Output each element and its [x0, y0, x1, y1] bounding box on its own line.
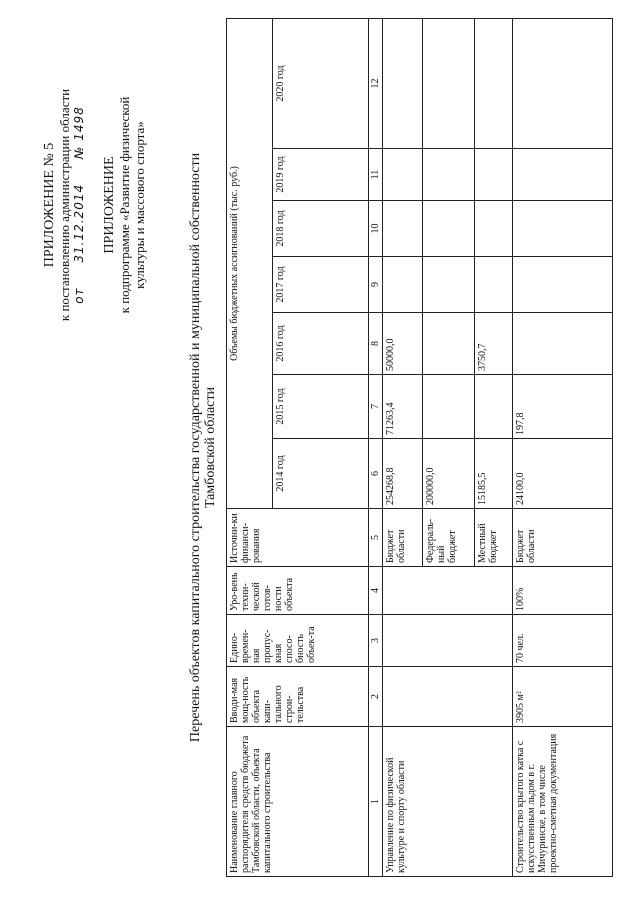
header-volumes: Объемы бюджетных ассигнований (тыс. руб.)	[227, 18, 273, 508]
appendix-number: ПРИЛОЖЕНИЕ № 5	[42, 142, 57, 268]
appendix-prefix: от	[72, 287, 86, 304]
header-year-2018: 2018 год	[273, 201, 369, 257]
header-name: Наименование главного распорядителя средств бюджета Тамбовской области, объекта капитального строительства	[227, 727, 369, 877]
header-year-2017: 2017 год	[273, 257, 369, 313]
agency-readiness	[383, 567, 513, 615]
value-2020	[513, 18, 613, 148]
header-year-2016: 2016 год	[273, 313, 369, 375]
appendix-header	[42, 25, 87, 385]
value-2016: 50000,0	[383, 313, 423, 375]
agency-capacity	[383, 667, 513, 727]
title-line-2: Тамбовской области	[203, 386, 218, 509]
col-number: 3	[369, 615, 383, 667]
value-2016: 3750,7	[475, 313, 513, 375]
col-number: 1	[369, 727, 383, 877]
col-number: 4	[369, 567, 383, 615]
value-2014: 24100,0	[513, 439, 613, 509]
agency-throughput	[383, 615, 513, 667]
col-number: 5	[369, 509, 383, 567]
header-year-2019: 2019 год	[273, 149, 369, 201]
value-2019	[475, 149, 513, 201]
value-2015: 197,8	[513, 375, 613, 439]
value-2014: 254268,8	[383, 439, 423, 509]
value-2020	[383, 18, 423, 148]
object-name: Строительство крытого катка с искусственным льдом в г. Мичуринске, в том числе проектно-сметная документация	[513, 727, 613, 877]
header-capacity: Вводи-мая мощ-ность объекта капи-тального строи-тельства	[227, 667, 369, 727]
header-year-2020: 2020 год	[273, 18, 369, 148]
subprogram-header	[102, 25, 147, 385]
document-title	[188, 25, 218, 870]
col-number: 10	[369, 201, 383, 257]
appendix-decree: к постановлению администрации области	[57, 88, 72, 322]
column-numbers-row	[369, 18, 383, 876]
header-year-2014: 2014 год	[273, 439, 369, 509]
subprogram-title: ПРИЛОЖЕНИЕ	[102, 156, 117, 254]
value-2017	[513, 257, 613, 313]
col-number: 12	[369, 18, 383, 148]
subprogram-line-3: культуры и массового спорта»	[132, 121, 147, 289]
col-number: 9	[369, 257, 383, 313]
source-label: Местный бюджет	[475, 509, 513, 567]
objects-table	[226, 18, 613, 877]
object-throughput: 70 чел.	[513, 615, 613, 667]
header-year-2015: 2015 год	[273, 375, 369, 439]
col-number: 2	[369, 667, 383, 727]
value-2020	[475, 18, 513, 148]
value-2017	[475, 257, 513, 313]
title-line-1: Перечень объектов капитального строительства государственной и муниципальной собственности	[188, 152, 203, 743]
value-2016	[513, 313, 613, 375]
value-2018	[383, 201, 423, 257]
source-label: Федераль-ный бюджет	[423, 509, 475, 567]
value-2015	[423, 375, 475, 439]
value-2014: 200000,0	[423, 439, 475, 509]
value-2018	[513, 201, 613, 257]
value-2017	[383, 257, 423, 313]
table-row	[513, 18, 613, 876]
header-sources: Источни-ки финанси-рования	[227, 509, 369, 567]
value-2018	[423, 201, 475, 257]
object-capacity: 3905 м²	[513, 667, 613, 727]
subprogram-line-2: к подпрограмме «Развитие физической	[117, 96, 132, 314]
source-label: Бюджет области	[383, 509, 423, 567]
value-2019	[383, 149, 423, 201]
table-row	[383, 18, 423, 876]
col-number: 8	[369, 313, 383, 375]
value-2019	[513, 149, 613, 201]
value-2016	[423, 313, 475, 375]
agency-name: Управление по физической культуре и спорту области	[383, 727, 513, 877]
appendix-date-number	[72, 25, 87, 385]
object-readiness: 100%	[513, 567, 613, 615]
value-2018	[475, 201, 513, 257]
header-throughput: Едино-времен-ная пропус-кная спосо-бность объек-та	[227, 615, 369, 667]
appendix-num: № 1498	[72, 106, 86, 160]
value-2020	[423, 18, 475, 148]
col-number: 11	[369, 149, 383, 201]
value-2019	[423, 149, 475, 201]
value-2015: 71263,4	[383, 375, 423, 439]
header-row-1	[227, 18, 273, 876]
col-number: 6	[369, 439, 383, 509]
col-number: 7	[369, 375, 383, 439]
appendix-date: 31.12.2014	[72, 183, 86, 263]
value-2015	[475, 375, 513, 439]
value-2017	[423, 257, 475, 313]
header-readiness: Уро-вень техни-ческой готов-ности объекта	[227, 567, 369, 615]
value-2014: 15185,5	[475, 439, 513, 509]
source-label: Бюджет области	[513, 509, 613, 567]
